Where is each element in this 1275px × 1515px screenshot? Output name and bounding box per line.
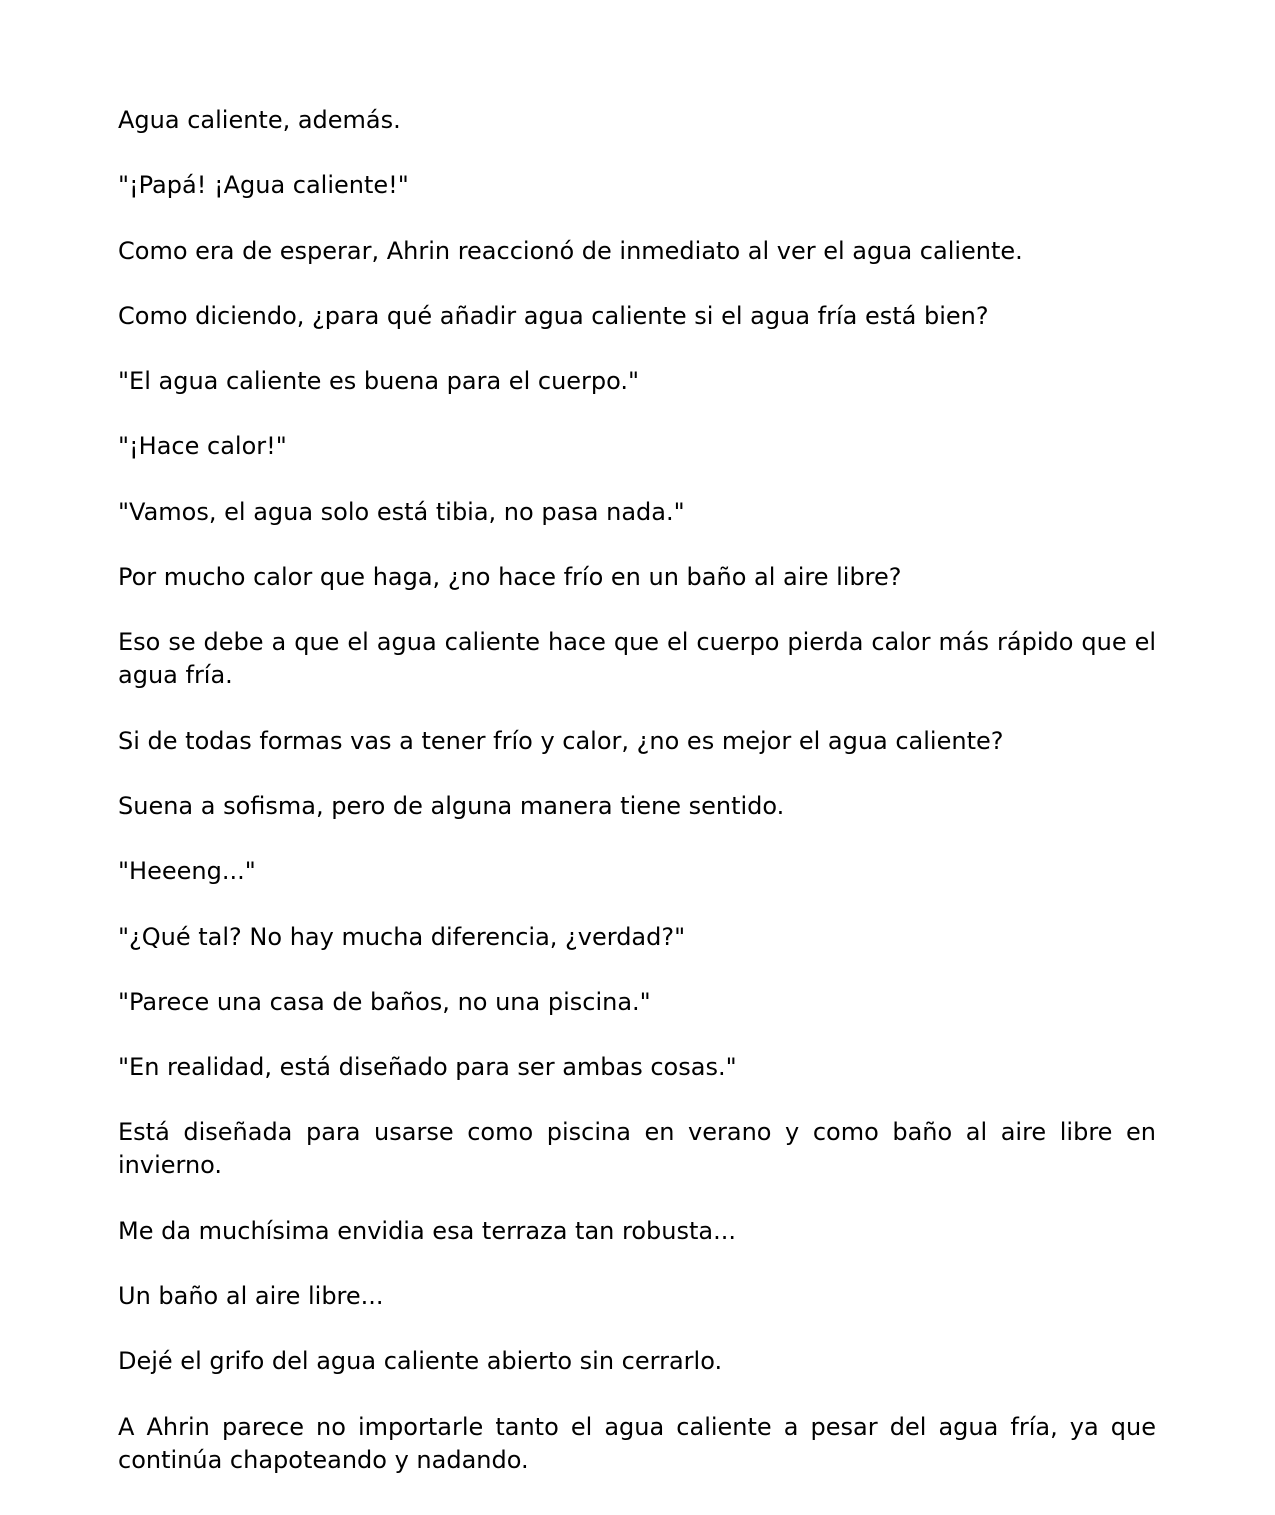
paragraph: Suena a sofisma, pero de alguna manera tiene sentido. xyxy=(118,791,785,820)
paragraph: Agua caliente, además. xyxy=(118,106,401,134)
document-page xyxy=(118,104,1156,1509)
paragraph: Si de todas formas vas a tener frío y calor, ¿no es mejor el agua caliente? xyxy=(118,726,1004,755)
paragraph: "Parece una casa de baños, no una piscina." xyxy=(118,987,651,1016)
paragraph: A Ahrin parece no importarle tanto el agua caliente a pesar del agua fría, ya que continúa chapoteando y nadando. xyxy=(118,1412,1156,1474)
paragraph: "¿Qué tal? No hay mucha diferencia, ¿verdad?" xyxy=(118,922,686,951)
paragraph: Por mucho calor que haga, ¿no hace frío en un baño al aire libre? xyxy=(118,563,902,592)
paragraph: "¡Hace calor!" xyxy=(118,432,287,461)
paragraph: Como era de esperar, Ahrin reaccionó de inmediato al ver el agua caliente. xyxy=(118,236,1023,265)
paragraph: "Vamos, el agua solo está tibia, no pasa nada." xyxy=(118,497,685,526)
paragraph: "¡Papá! ¡Agua caliente!" xyxy=(118,171,409,200)
paragraph: Como diciendo, ¿para qué añadir agua caliente si el agua fría está bien? xyxy=(118,301,989,330)
paragraph: Eso se debe a que el agua caliente hace que el cuerpo pierda calor más rápido que el agua fría. xyxy=(118,628,1156,690)
paragraph: Dejé el grifo del agua caliente abierto sin cerrarlo. xyxy=(118,1347,723,1376)
paragraph: "En realidad, está diseñado para ser ambas cosas." xyxy=(118,1053,737,1082)
paragraph: Está diseñada para usarse como piscina en verano y como baño al aire libre en invierno. xyxy=(118,1118,1156,1180)
paragraph: Me da muchísima envidia esa terraza tan robusta... xyxy=(118,1216,736,1245)
paragraph: "El agua caliente es buena para el cuerpo." xyxy=(118,367,640,396)
paragraph: "Heeeng..." xyxy=(118,857,256,886)
paragraph: Un baño al aire libre... xyxy=(118,1282,384,1311)
